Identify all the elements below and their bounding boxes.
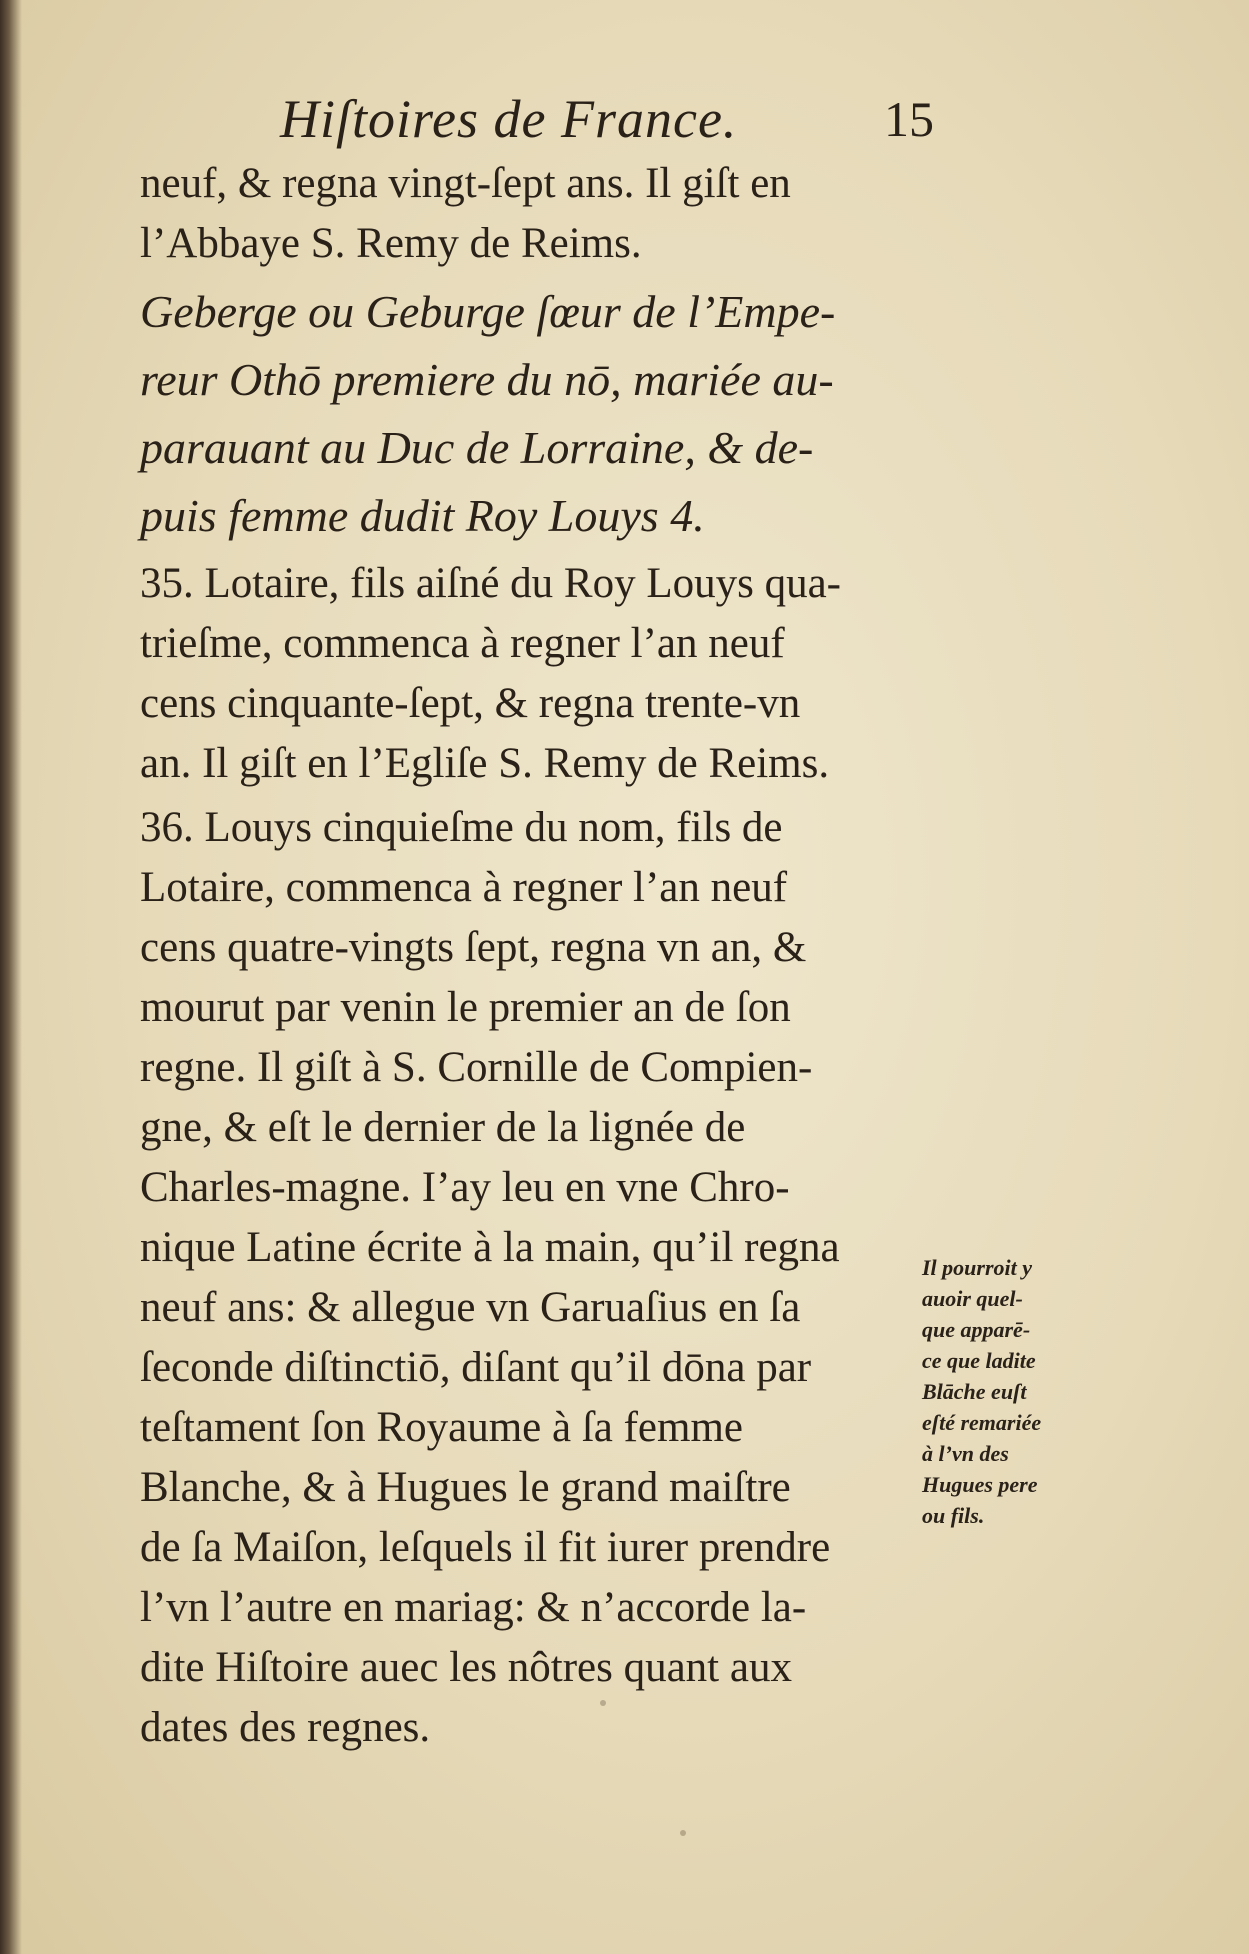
- text-line: l’vn l’autre en mariag: & n’accorde la-: [140, 1584, 807, 1631]
- text-block-geberge: [140, 278, 920, 550]
- margin-note-line: Il pourroit y: [922, 1255, 1033, 1280]
- text-block-intro: [140, 154, 920, 274]
- text-block-louys: [140, 798, 920, 1758]
- text-line: neuf, & regna vingt-ſept ans. Il giſt en: [140, 160, 791, 207]
- text-line: Geberge ou Geburge ſœur de l’Empe-: [140, 286, 836, 337]
- text-line: 35. Lotaire, fils aiſné du Roy Louys qua-: [140, 560, 841, 607]
- text-block-lotaire: [140, 554, 920, 794]
- text-line: Charles-magne. I’ay leu en vne Chro-: [140, 1164, 790, 1211]
- text-line: nique Latine écrite à la main, qu’il regna: [140, 1224, 840, 1271]
- text-line: neuf ans: & allegue vn Garuaſius en ſa: [140, 1284, 801, 1331]
- ink-speck: [600, 1700, 606, 1706]
- text-line: an. Il giſt en l’Egliſe S. Remy de Reims.: [140, 740, 830, 787]
- text-line: l’Abbaye S. Remy de Reims.: [140, 220, 642, 267]
- margin-note-line: que apparē-: [922, 1317, 1031, 1342]
- text-line: de ſa Maiſon, leſquels il fit iurer prendre: [140, 1524, 831, 1571]
- text-line: regne. Il giſt à S. Cornille de Compien-: [140, 1044, 813, 1091]
- text-line: dite Hiſtoire auec les nôtres quant aux: [140, 1644, 792, 1691]
- main-text: [140, 150, 920, 1758]
- text-line: cens quatre-vingts ſept, regna vn an, &: [140, 924, 807, 971]
- margin-note-line: auoir quel-: [922, 1286, 1023, 1311]
- text-line: trieſme, commenca à regner l’an neuf: [140, 620, 785, 667]
- margin-note-line: eſté remariée: [922, 1410, 1042, 1435]
- text-line: 36. Louys cinquieſme du nom, fils de: [140, 804, 783, 851]
- margin-note-line: à l’vn des: [922, 1441, 1009, 1466]
- text-line: gne, & eſt le dernier de la lignée de: [140, 1104, 746, 1151]
- text-line: parauant au Duc de Lorraine, & de-: [140, 422, 814, 473]
- margin-note-line: Blāche euſt: [922, 1379, 1027, 1404]
- margin-note: [922, 1252, 1122, 1531]
- text-line: mourut par venin le premier an de ſon: [140, 984, 791, 1031]
- margin-note-line: ou fils.: [922, 1503, 985, 1528]
- text-line: ſeconde diſtinctiō, diſant qu’il dōna par: [140, 1344, 812, 1391]
- ink-speck: [680, 1830, 686, 1836]
- book-spine-edge: [0, 0, 22, 1954]
- text-line: dates des regnes.: [140, 1704, 431, 1751]
- margin-note-line: Hugues pere: [922, 1472, 1038, 1497]
- text-line: puis femme dudit Roy Louys 4.: [140, 490, 705, 541]
- text-line: Lotaire, commenca à regner l’an neuf: [140, 864, 788, 911]
- text-line: Blanche, & à Hugues le grand maiſtre: [140, 1464, 791, 1511]
- text-line: reur Othō premiere du nō, mariée au-: [140, 354, 834, 405]
- running-head: Hiſtoires de France.: [280, 89, 738, 149]
- text-line: cens cinquante-ſept, & regna trente-vn: [140, 680, 801, 727]
- text-line: teſtament ſon Royaume à ſa femme: [140, 1404, 743, 1451]
- page-number: 15: [884, 91, 934, 147]
- margin-note-line: ce que ladite: [922, 1348, 1036, 1373]
